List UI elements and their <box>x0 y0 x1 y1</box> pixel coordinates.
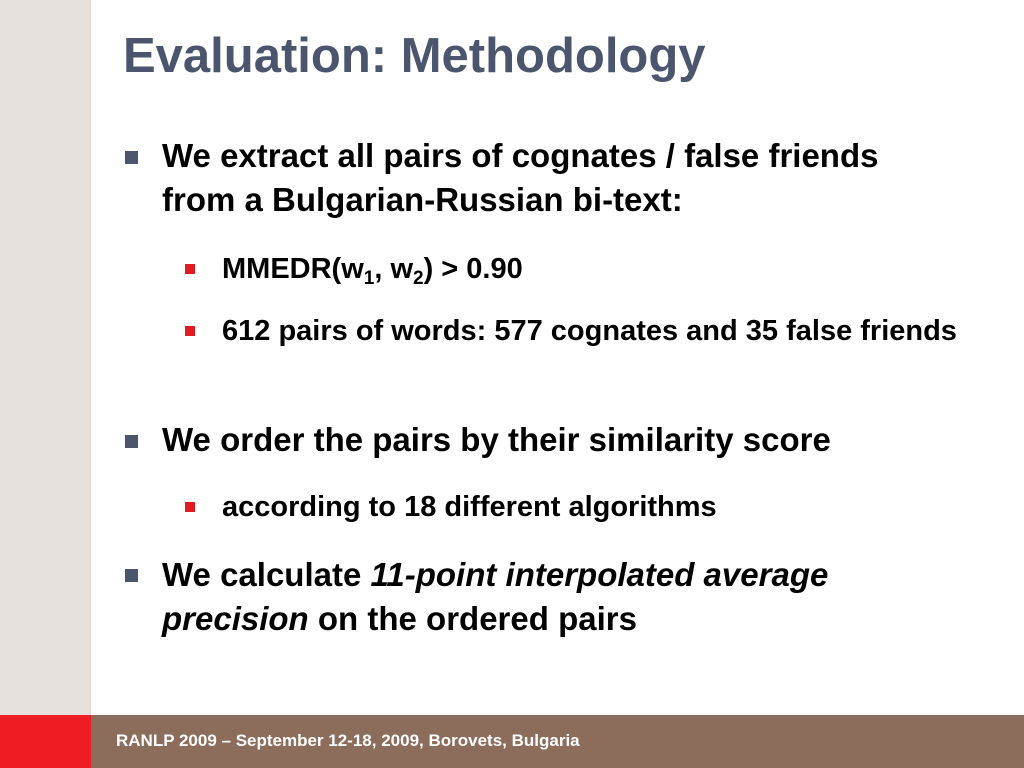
subscript-2: 2 <box>413 268 424 289</box>
mmedr-prefix: MMEDR(w <box>222 253 364 285</box>
sub-bullet-square-icon <box>185 264 195 274</box>
bullet-square-icon <box>125 151 138 164</box>
sub-bullet-1-1-text <box>222 248 523 290</box>
slide-title: Evaluation: Methodology <box>123 29 706 83</box>
sub-bullet-square-icon <box>185 326 195 336</box>
footer-bar <box>0 715 1024 768</box>
sub-bullet-1-2-text: 612 pairs of words: 577 cognates and 35 false friends <box>222 315 957 347</box>
bullet-3-emphasis: 11-point interpolated average precision <box>162 556 829 637</box>
bullet-3-prefix: We calculate <box>162 556 371 593</box>
mmedr-suffix: ) > 0.90 <box>423 253 523 285</box>
bullet-3-suffix: on the ordered pairs <box>308 600 637 637</box>
bullet-2-text: We order the pairs by their similarity score <box>162 421 831 458</box>
bullet-square-icon <box>125 569 138 582</box>
left-decorative-strip <box>0 0 91 715</box>
bullet-3-text <box>162 553 982 641</box>
footer-text: RANLP 2009 – September 12-18, 2009, Borovets, Bulgaria <box>116 731 580 750</box>
mmedr-mid: , w <box>374 253 414 285</box>
footer-accent-block <box>0 715 91 768</box>
bullet-square-icon <box>125 435 138 448</box>
sub-bullet-2-1-text: according to 18 different algorithms <box>222 491 717 523</box>
sub-bullet-square-icon <box>185 502 195 512</box>
bullet-1-text: We extract all pairs of cognates / false friends from a Bulgarian-Russian bi-text: <box>162 137 879 218</box>
subscript-1: 1 <box>363 268 375 289</box>
